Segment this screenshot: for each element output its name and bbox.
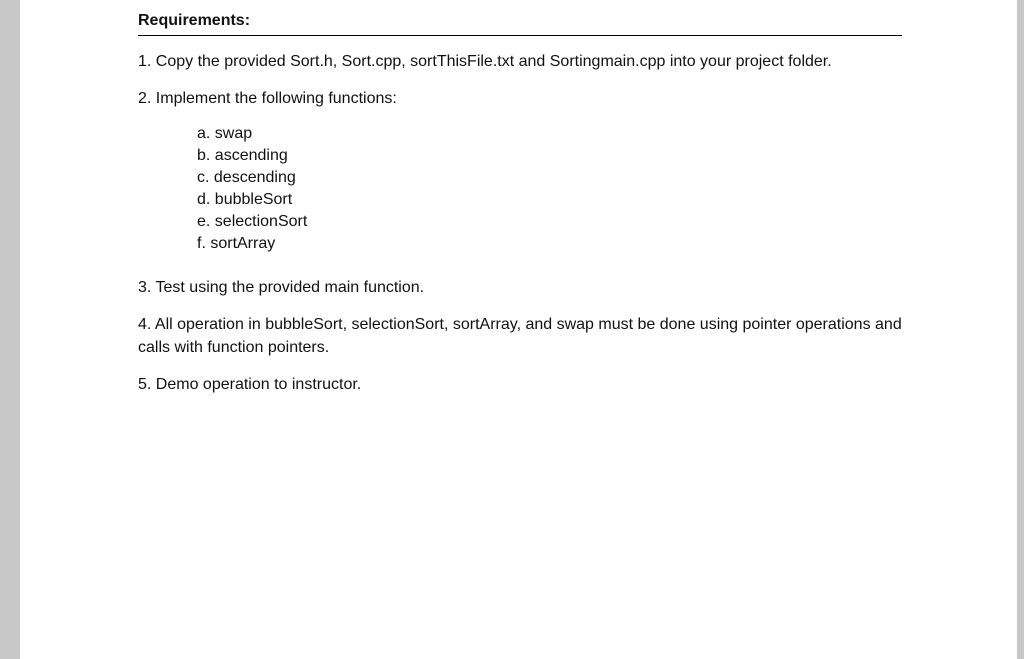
requirement-item-2: 2. Implement the following functions: — [138, 90, 397, 107]
document-page — [20, 0, 1017, 659]
requirements-heading: Requirements: — [138, 11, 902, 36]
requirement-item-3: 3. Test using the provided main function. — [138, 279, 425, 296]
requirement-item-5: 5. Demo operation to instructor. — [138, 376, 362, 393]
function-list-item: a. swap — [197, 125, 253, 142]
function-list-item: d. bubbleSort — [197, 191, 293, 208]
function-list-item: e. selectionSort — [197, 213, 308, 230]
right-gutter — [1017, 0, 1024, 659]
function-list-item: b. ascending — [197, 147, 288, 164]
function-list-item: c. descending — [197, 169, 296, 186]
function-list-item: f. sortArray — [197, 235, 276, 252]
function-list — [197, 123, 902, 255]
requirement-item-4: 4. All operation in bubbleSort, selectionSort, sortArray, and swap must be done using pointer operations and calls with function pointers. — [138, 316, 902, 356]
requirement-item-1: 1. Copy the provided Sort.h, Sort.cpp, sortThisFile.txt and Sortingmain.cpp into your project folder. — [138, 53, 832, 70]
document-content — [138, 11, 902, 396]
